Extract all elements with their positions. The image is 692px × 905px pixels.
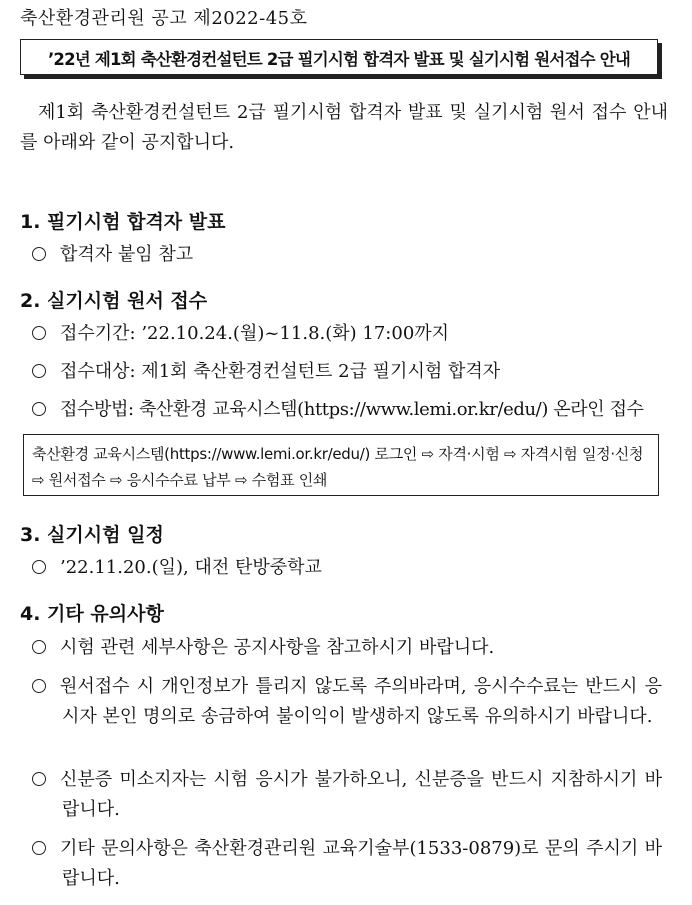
circle-bullet-icon [32,247,46,261]
list-item: 합격자 붙임 참고 [32,240,662,270]
circle-bullet-icon [32,841,46,855]
section-heading-written-results: 1. 필기시험 합격자 발표 [20,211,226,233]
circle-bullet-icon [32,560,46,574]
circle-bullet-icon [32,640,46,654]
list-item: 접수대상: 제1회 축산환경컨설턴트 2급 필기시험 합격자 [32,357,662,387]
circle-bullet-icon [32,364,46,378]
section-heading-practical-schedule: 3. 실기시험 일정 [20,524,164,546]
list-item: 접수기간: ’22.10.24.(월)~11.8.(화) 17:00까지 [32,319,662,349]
title-box [20,39,658,75]
circle-bullet-icon [32,402,46,416]
list-item: ’22.11.20.(일), 대전 탄방중학교 [32,553,662,583]
section-heading-other-notes: 4. 기타 유의사항 [20,603,164,625]
list-item: 기타 문의사항은 축산환경관리원 교육기술부(1533-0879)로 문의 주시기 바랍니다. [32,834,662,894]
circle-bullet-icon [32,679,46,693]
intro-paragraph: 제1회 축산환경컨설턴트 2급 필기시험 합격자 발표 및 실기시험 원서 접수 안내를 아래와 같이 공지합니다. [20,102,668,153]
list-item: 신분증 미소지자는 시험 응시가 불가하오니, 신분증을 반드시 지참하시기 바랍니다. [32,765,662,825]
circle-bullet-icon [32,326,46,340]
circle-bullet-icon [32,772,46,786]
list-item: 접수방법: 축산환경 교육시스템(https://www.lemi.or.kr/edu/) 온라인 접수 [32,395,662,425]
section-heading-practical-application: 2. 실기시험 원서 접수 [20,290,208,312]
notice-number: 축산환경관리원 공고 제2022-45호 [20,8,308,29]
application-procedure-box: 축산환경 교육시스템(https://www.lemi.or.kr/edu/) 로그인 ⇨ 자격·시험 ⇨ 자격시험 일정·신청 ⇨ 원서접수 ⇨ 응시수수료 납부 ⇨ 수험표 인쇄 [23,434,659,496]
list-item: 원서접수 시 개인정보가 틀리지 않도록 주의바라며, 응시수수료는 반드시 응시자 본인 명의로 송금하여 불이익이 발생하지 않도록 유의하시기 바랍니다. [32,672,662,732]
document-title: ’22년 제1회 축산환경컨설턴트 2급 필기시험 합격자 발표 및 실기시험 원서접수 안내 [47,50,631,69]
list-item: 시험 관련 세부사항은 공지사항을 참고하시기 바랍니다. [32,633,662,663]
